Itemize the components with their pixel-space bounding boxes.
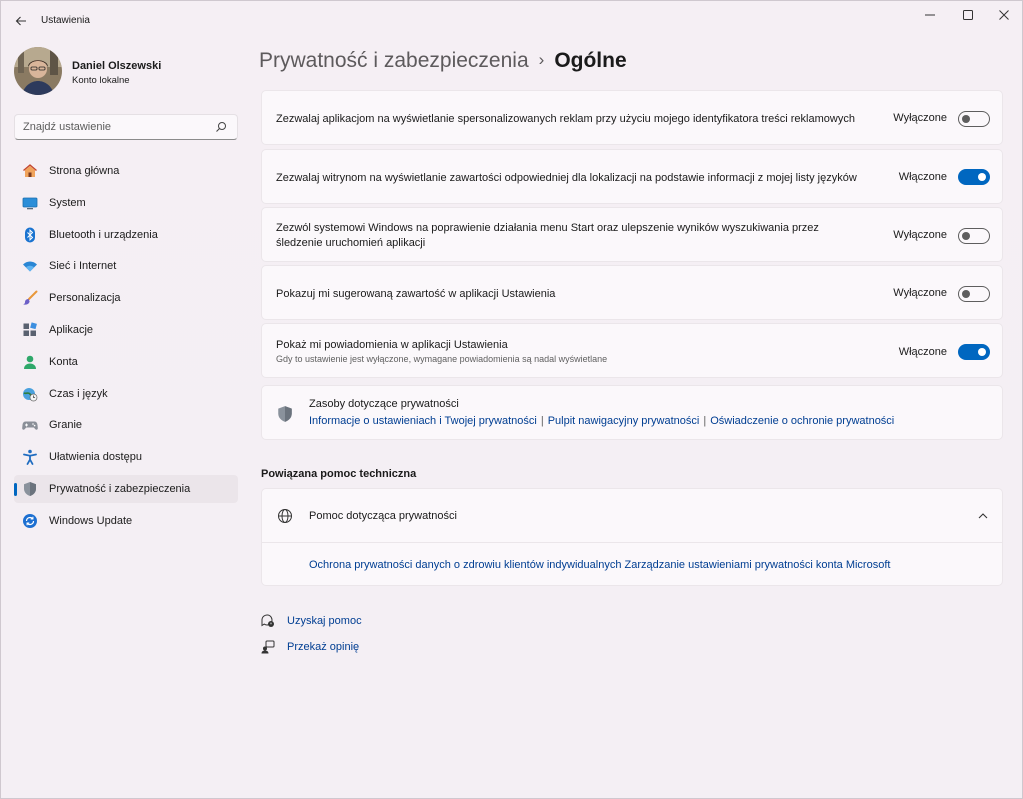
setting-card-personalized-ads xyxy=(261,90,1003,145)
breadcrumb xyxy=(259,49,627,73)
user-photo-icon xyxy=(14,47,62,95)
privacy-help-expander xyxy=(261,488,1003,586)
search-input[interactable] xyxy=(23,119,213,135)
sidebar-item-system[interactable] xyxy=(14,189,238,217)
toggle-state-label: Włączone xyxy=(898,171,947,183)
breadcrumb-parent[interactable]: Prywatność i zabezpieczenia xyxy=(259,49,529,72)
sidebar-item-label: Personalizacja xyxy=(49,292,121,305)
title-bar xyxy=(1,1,1022,41)
shield-icon xyxy=(22,481,38,497)
setting-label: Pokazuj mi sugerowaną zawartość w aplikacji Ustawienia xyxy=(276,288,556,300)
search-box[interactable] xyxy=(14,114,238,140)
close-icon xyxy=(999,10,1009,20)
privacy-help-expander-header[interactable] xyxy=(262,489,1002,542)
sidebar-item-accessibility[interactable] xyxy=(14,443,238,471)
arrow-left-icon xyxy=(15,15,27,27)
language-content-toggle[interactable] xyxy=(958,169,990,185)
feedback-icon xyxy=(261,640,275,654)
maximize-button[interactable] xyxy=(951,5,985,25)
sidebar-item-windows-update[interactable] xyxy=(14,507,238,535)
chevron-right-icon: › xyxy=(538,50,545,69)
sidebar-item-bluetooth[interactable] xyxy=(14,221,238,249)
apps-icon xyxy=(22,322,38,338)
user-name: Daniel Olszewski xyxy=(72,60,162,72)
toggle-state-label: Wyłączone xyxy=(893,229,947,241)
app-launch-tracking-toggle[interactable] xyxy=(958,228,990,244)
app-title: Ustawienia xyxy=(41,15,90,26)
toggle-state-label: Wyłączone xyxy=(893,112,947,124)
person-icon xyxy=(22,354,38,370)
toggle-state-label: Włączone xyxy=(898,346,947,358)
privacy-statement-link[interactable]: Oświadczenie o ochronie prywatności xyxy=(710,415,895,427)
accessibility-icon xyxy=(22,449,38,465)
feedback-row[interactable] xyxy=(261,640,359,654)
sidebar-nav xyxy=(14,157,238,539)
sidebar-item-label: Sieć i Internet xyxy=(49,260,117,273)
sidebar-item-home[interactable] xyxy=(14,157,238,185)
toggle-state-label: Wyłączone xyxy=(893,287,947,299)
avatar[interactable] xyxy=(14,47,62,95)
setting-card-app-launch-tracking xyxy=(261,207,1003,262)
close-button[interactable] xyxy=(987,5,1021,25)
privacy-resources-links xyxy=(309,415,894,427)
search-icon[interactable] xyxy=(215,121,227,133)
shield-icon xyxy=(276,405,294,423)
sidebar-item-label: Prywatność i zabezpieczenia xyxy=(49,482,191,495)
health-data-privacy-link[interactable]: Ochrona prywatności danych o zdrowiu klientów indywidualnych xyxy=(309,559,622,571)
setting-card-language-content xyxy=(261,149,1003,204)
sidebar-item-label: Czas i język xyxy=(49,387,108,400)
get-help-link[interactable]: Uzyskaj pomoc xyxy=(287,615,362,627)
privacy-info-link[interactable]: Informacje o ustawieniach i Twojej prywatności xyxy=(309,415,537,427)
link-separator: | xyxy=(540,415,544,427)
privacy-resources-card xyxy=(261,385,1003,440)
sidebar-item-personalization[interactable] xyxy=(14,284,238,312)
back-button[interactable] xyxy=(11,11,31,31)
sidebar-item-label: Bluetooth i urządzenia xyxy=(49,228,158,241)
sidebar-item-label: Strona główna xyxy=(49,165,120,177)
expander-divider xyxy=(262,542,1002,543)
personalized-ads-toggle[interactable] xyxy=(958,111,990,127)
setting-label: Zezwalaj witrynom na wyświetlanie zawartości odpowiedniej dla lokalizacji na podstawie informacji z mojej listy języków xyxy=(276,172,857,184)
setting-card-suggested-content xyxy=(261,265,1003,320)
page-title: Ogólne xyxy=(554,49,627,72)
feedback-link[interactable]: Przekaż opinię xyxy=(287,641,360,653)
home-icon xyxy=(22,163,38,179)
system-icon xyxy=(22,195,38,211)
sidebar-item-accounts[interactable] xyxy=(14,348,238,376)
bluetooth-icon xyxy=(22,227,38,243)
sidebar-item-label: Ułatwienia dostępu xyxy=(49,451,142,464)
suggested-content-toggle[interactable] xyxy=(958,286,990,302)
globe-clock-icon xyxy=(22,386,38,402)
privacy-help-links xyxy=(309,559,890,571)
get-help-row[interactable] xyxy=(261,614,362,628)
related-help-heading: Powiązana pomoc techniczna xyxy=(261,468,417,480)
gamepad-icon xyxy=(22,417,38,433)
minimize-icon xyxy=(925,10,935,20)
setting-card-notifications xyxy=(261,323,1003,378)
sidebar-item-label: Granie xyxy=(49,419,83,432)
privacy-dashboard-link[interactable]: Pulpit nawigacyjny prywatności xyxy=(547,415,700,427)
setting-label: Zezwól systemowi Windows na poprawienie działania menu Start oraz ulepszenie wyników wyszukiwania przez śledzenie uruchomień aplikacji xyxy=(276,222,819,249)
microsoft-account-privacy-link[interactable]: Zarządzanie ustawieniami prywatności konta Microsoft xyxy=(624,559,891,571)
sidebar-item-gaming[interactable] xyxy=(14,411,238,439)
setting-label: Zezwalaj aplikacjom na wyświetlanie spersonalizowanych reklam przy użyciu mojego identyfikatora treści reklamowych xyxy=(276,113,855,125)
sidebar-item-label: System xyxy=(49,196,86,209)
update-icon xyxy=(22,513,38,529)
account-type: Konto lokalne xyxy=(72,75,130,86)
sidebar-item-label: Aplikacje xyxy=(49,323,94,336)
sidebar-item-label: Windows Update xyxy=(49,514,133,527)
setting-label: Pokaż mi powiadomienia w aplikacji Ustawienia xyxy=(276,339,508,351)
link-separator: | xyxy=(703,415,707,427)
chevron-up-icon[interactable] xyxy=(978,512,988,520)
wifi-icon xyxy=(22,258,38,274)
sidebar-item-network[interactable] xyxy=(14,252,238,280)
privacy-help-title: Pomoc dotycząca prywatności xyxy=(309,510,457,522)
sidebar-item-time-language[interactable] xyxy=(14,380,238,408)
setting-description: Gdy to ustawienie jest wyłączone, wymagane powiadomienia są nadal wyświetlane xyxy=(276,354,608,364)
globe-icon xyxy=(277,508,293,524)
privacy-resources-title: Zasoby dotyczące prywatności xyxy=(309,398,459,410)
sidebar-item-apps[interactable] xyxy=(14,316,238,344)
sidebar-item-privacy-security[interactable] xyxy=(14,475,238,503)
notifications-toggle[interactable] xyxy=(958,344,990,360)
sidebar-item-label: Konta xyxy=(49,355,78,368)
minimize-button[interactable] xyxy=(913,5,947,25)
brush-icon xyxy=(22,290,38,306)
help-chat-icon xyxy=(261,614,275,628)
maximize-icon xyxy=(963,10,973,20)
